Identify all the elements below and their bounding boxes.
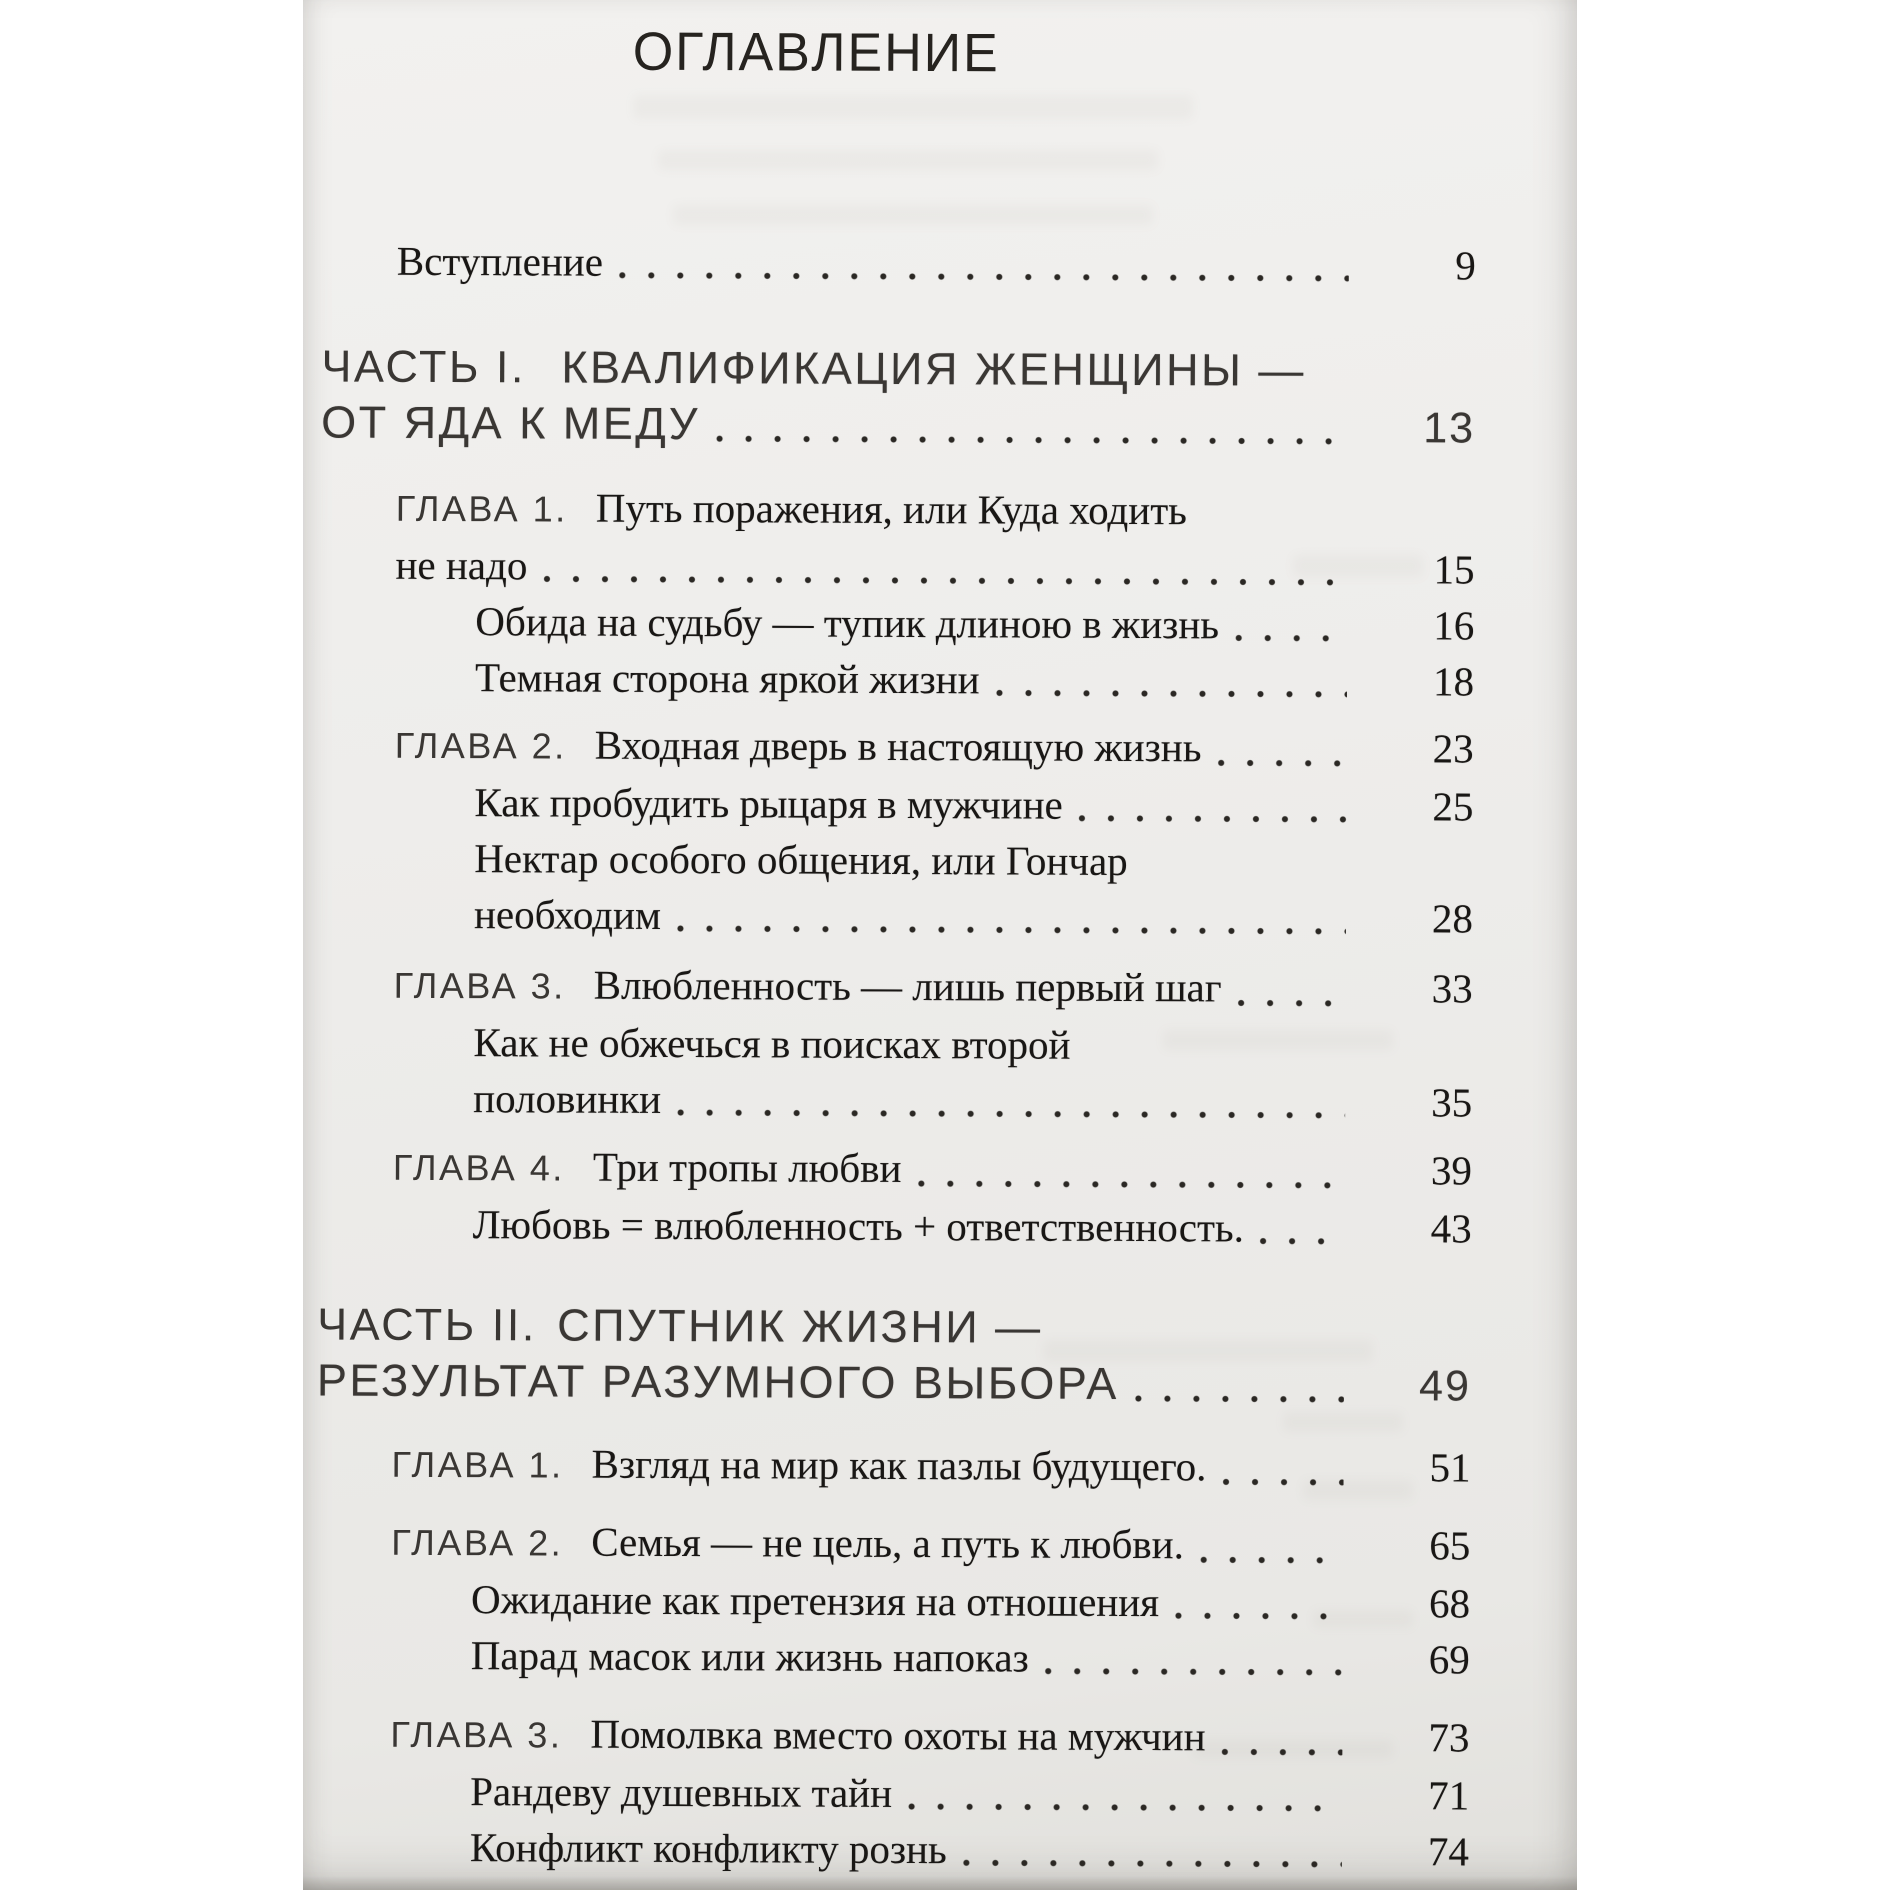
entry-title: Рандеву душевных тайн [470, 1768, 893, 1816]
page-number: 43 [1430, 1205, 1472, 1252]
toc-row-part [301, 394, 1575, 457]
dot-leader [963, 1859, 1342, 1869]
book-page [303, 0, 1577, 1890]
dot-leader [1238, 999, 1346, 1007]
toc-row-part [297, 1352, 1571, 1415]
dot-leader [917, 1180, 1344, 1190]
chapter-label: ГЛАВА 2. [391, 1521, 564, 1564]
chapter-label: ГЛАВА 3. [393, 964, 566, 1007]
toc-row [300, 592, 1574, 654]
entry-title: Три тропы любви [592, 1143, 902, 1192]
entry-title: РЕЗУЛЬТАТ РАЗУМНОГО ВЫБОРА [316, 1354, 1119, 1409]
page-title: ОГЛАВЛЕНИЕ [632, 21, 1000, 84]
toc-row [296, 1512, 1570, 1576]
dot-leader [908, 1803, 1342, 1813]
dot-leader [1260, 1238, 1345, 1246]
page-number: 13 [1423, 404, 1476, 453]
toc-row [299, 773, 1573, 835]
dot-leader [1221, 1748, 1342, 1757]
toc-row [296, 1626, 1570, 1688]
dot-leader [677, 1109, 1345, 1120]
chapter-label: ГЛАВА 4. [392, 1146, 565, 1189]
entry-title: Вступление [396, 237, 604, 285]
toc-row [295, 1704, 1569, 1768]
dot-leader [1222, 1478, 1343, 1487]
page-number: 73 [1428, 1714, 1470, 1761]
entry-title: Как не обжечься в поисках второй [473, 1019, 1071, 1068]
entry-title: Нектар особого общения, или Гончар [474, 835, 1128, 884]
dot-leader [716, 435, 1348, 446]
page-number: 33 [1431, 965, 1473, 1012]
toc-row [299, 955, 1573, 1019]
entry-title: Влюбленность — лишь первый шаг [593, 961, 1222, 1011]
chapter-label: ГЛАВА 3. [390, 1713, 563, 1756]
toc-row [300, 536, 1574, 598]
entry-title: Семья — не цель, а путь к любви. [591, 1518, 1185, 1568]
page-number: 39 [1430, 1147, 1472, 1194]
entry-title: Как пробудить рыцаря в мужчине [474, 779, 1063, 828]
page-number: 23 [1432, 725, 1474, 772]
toc-row [298, 1195, 1572, 1257]
dot-leader [1045, 1668, 1343, 1677]
page-number: 65 [1429, 1522, 1471, 1569]
toc-content [295, 0, 1577, 1893]
chapter-label: ГЛАВА 2. [394, 724, 567, 767]
toc-row [296, 1434, 1570, 1498]
page-number: 51 [1429, 1444, 1471, 1491]
chapter-label: ГЛАВА 1. [395, 487, 568, 530]
toc-row [300, 715, 1574, 779]
entry-title: Путь поражения, или Куда ходить [595, 484, 1187, 534]
toc-row [298, 1137, 1572, 1201]
entry-title: СПУТНИК ЖИЗНИ — [557, 1299, 1043, 1353]
part-label: ЧАСТЬ I. [321, 340, 527, 393]
toc-row [300, 648, 1574, 710]
toc-row-part [301, 338, 1575, 400]
entry-title: не надо [395, 541, 528, 589]
entry-title: Темная сторона яркой жизни [474, 654, 980, 703]
dot-leader [1217, 759, 1346, 768]
page-number: 15 [1433, 546, 1475, 593]
entry-title: Конфликт конфликту рознь [469, 1824, 947, 1873]
entry-title: необходим [473, 891, 662, 938]
entry-title: Ожидание как претензия на отношения [470, 1576, 1160, 1626]
page-number: 74 [1427, 1828, 1470, 1875]
page-number: 68 [1428, 1580, 1471, 1627]
toc-row [299, 885, 1573, 947]
page-number: 35 [1431, 1079, 1473, 1126]
page-number: 16 [1433, 602, 1475, 649]
toc-row [295, 1818, 1569, 1880]
toc-row [301, 478, 1575, 542]
dot-leader [543, 575, 1347, 587]
entry-title: Входная дверь в настоящую жизнь [594, 721, 1202, 771]
entry-title: Любовь = влюбленность + ответственность. [472, 1201, 1244, 1251]
chapter-label: ГЛАВА 1. [391, 1443, 564, 1486]
toc-row [298, 1069, 1572, 1131]
page-number: 25 [1432, 783, 1474, 830]
dot-leader [619, 272, 1349, 283]
entry-title: Обида на судьбу — тупик длиною в жизнь [475, 598, 1220, 648]
page-number: 69 [1428, 1636, 1470, 1683]
entry-title: половинки [473, 1075, 662, 1122]
toc-row [296, 1570, 1570, 1632]
dot-leader [1079, 815, 1347, 824]
dot-leader [1135, 1395, 1344, 1404]
dot-leader [1235, 634, 1347, 642]
dot-leader [1200, 1556, 1343, 1565]
entry-title: ОТ ЯДА К МЕДУ [321, 396, 701, 450]
entry-title: Парад масок или жизнь напоказ [470, 1632, 1029, 1681]
toc-row [295, 1762, 1569, 1824]
page-number: 71 [1428, 1772, 1470, 1819]
toc-row [298, 1013, 1572, 1075]
toc-row-part [297, 1296, 1571, 1358]
page-number: 18 [1432, 658, 1475, 705]
dot-leader [1175, 1612, 1343, 1621]
dot-leader [996, 689, 1347, 699]
entry-title: КВАЛИФИКАЦИЯ ЖЕНЩИНЫ — [561, 341, 1306, 396]
part-label: ЧАСТЬ II. [317, 1298, 537, 1351]
page-number: 28 [1431, 895, 1474, 942]
entry-title: Взгляд на мир как пазлы будущего. [591, 1440, 1207, 1490]
page-number: 9 [1455, 242, 1476, 289]
page-number: 49 [1419, 1362, 1472, 1411]
dot-leader [677, 925, 1346, 936]
toc-row [302, 232, 1576, 294]
entry-title: Помолвка вместо охоты на мужчин [590, 1710, 1206, 1760]
toc-row [299, 829, 1573, 891]
